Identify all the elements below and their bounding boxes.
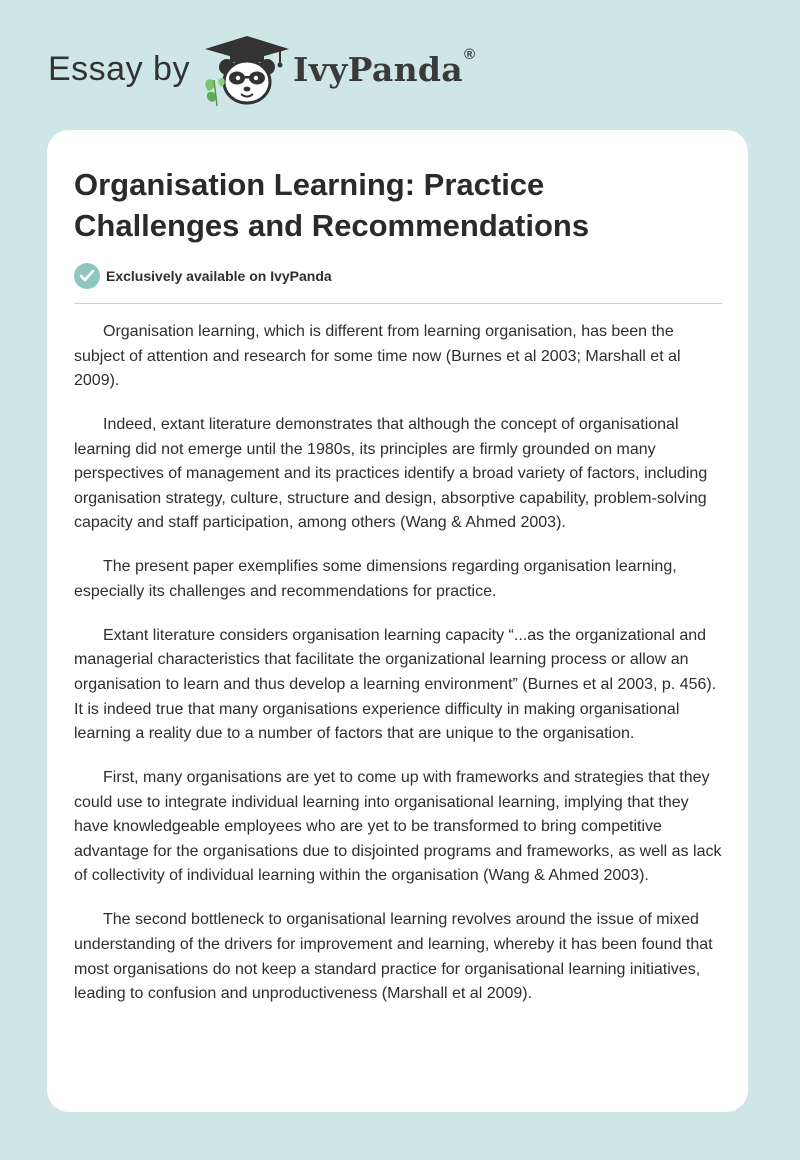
essay-body	[74, 320, 724, 1026]
brand-name[interactable]	[293, 46, 476, 89]
page-title: Organisation Learning: Practice Challenges and Recommendations	[74, 167, 590, 243]
exclusive-badge	[74, 263, 332, 289]
badge-label: Exclusively available on IvyPanda	[106, 268, 332, 284]
paragraph: First, many organisations are yet to come up with frameworks and strategies that they could use to integrate individual learning into organisational learning, implying that they have knowledgeable employees who are yet to be transformed to bring competitive advantage for the organisations due to disjointed programs and frameworks, as well as lack of collectivity of individual learning within the organisation (Wang & Ahmed 2003).	[74, 769, 722, 885]
paragraph: Indeed, extant literature demonstrates that although the concept of organisational learning did not emerge until the 1980s, its principles are firmly grounded on many perspectives of management and its practices identify a broad variety of factors, including organisation strategy, culture, structure and design, absorptive capability, problem-solving capacity and staff participation, among others (Wang & Ahmed 2003).	[74, 416, 708, 532]
site-header	[0, 0, 800, 130]
essay-card	[47, 130, 748, 1112]
registered-mark: ®	[463, 46, 476, 63]
panda-graduate-icon[interactable]	[200, 34, 295, 109]
paragraph: Extant literature considers organisation learning capacity “...as the organizational and managerial characteristics that facilitate the organizational learning process or allow an organisation to learn and thus develop a learning environment” (Burnes et al 2003, p. 456). It is indeed true that many organisations experience difficulty in making organisational learning a reality due to a number of factors that are unique to the organisation.	[74, 626, 717, 743]
brand-name-text: IvyPanda	[293, 50, 463, 89]
divider	[74, 303, 722, 304]
essay-by-label: Essay by	[48, 50, 190, 88]
paragraph: The present paper exemplifies some dimensions regarding organisation learning, especially its challenges and recommendations for practice.	[74, 558, 677, 600]
paragraph: The second bottleneck to organisational learning revolves around the issue of mixed understanding of the drivers for improvement and learning, whereby it has been found that most organisations do not keep a standard practice for organisational learning initiatives, leading to confusion and unproductiveness (Marshall et al 2009).	[74, 911, 713, 1003]
paragraph: Organisation learning, which is different from learning organisation, has been the subject of attention and research for some time now (Burnes et al 2003; Marshall et al 2009).	[74, 323, 681, 390]
check-circle-icon	[74, 263, 100, 289]
